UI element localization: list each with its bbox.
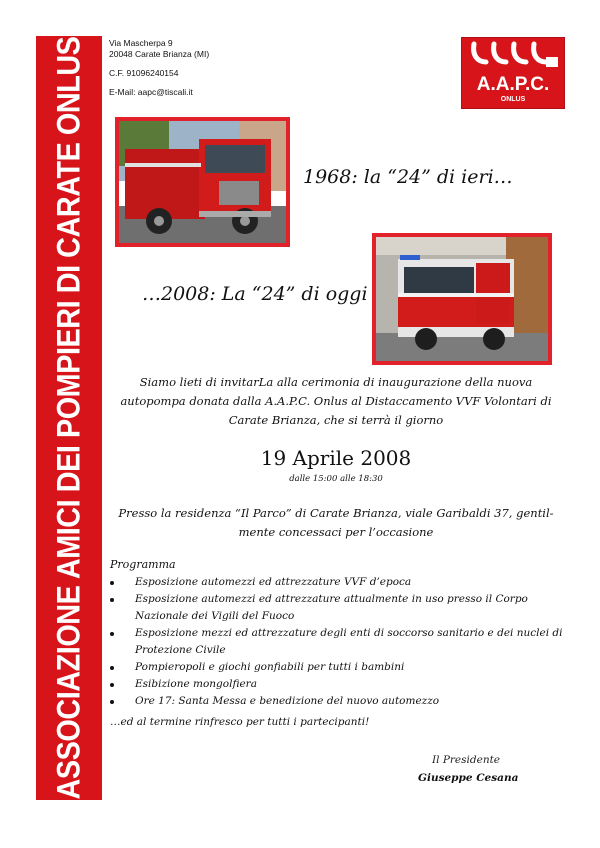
organization-name: ASSOCIAZIONE AMICI DEI POMPIERI DI CARATE ONLUS <box>50 36 87 800</box>
event-venue: Presso la residenza “Il Parco” di Carate Brianza, viale Garibaldi 37, gentil-mente concessaci per l’occasione <box>118 506 554 539</box>
signature-title: Il Presidente <box>432 754 501 766</box>
sidebar-banner <box>36 36 102 800</box>
program-list <box>110 574 565 710</box>
program-item: Ore 17: Santa Messa e benedizione del nuovo automezzo <box>110 693 565 710</box>
invitation-text: Siamo lieti di invitarLa alla cerimonia di inaugurazione della nuova autopompa donata dalla A.A.P.C. Onlus al Distaccamento VVF Volontari di Carate Brianza, che si terrà il giorno <box>120 375 552 427</box>
tax-code: C.F. 91096240154 <box>109 68 179 78</box>
photo-modern-fire-truck <box>372 233 552 365</box>
event-time: dalle 15:00 alle 18:30 <box>289 474 383 484</box>
program-title: Programma <box>110 558 176 571</box>
signature-name: Giuseppe Cesana <box>418 772 519 784</box>
program-item: Esibizione mongolfiera <box>110 676 565 693</box>
aapc-logo <box>461 37 565 109</box>
address-city: 20048 Carate Brianza (MI) <box>109 49 210 59</box>
program-closing: …ed al termine rinfresco per tutti i partecipanti! <box>110 716 370 728</box>
address-block <box>109 38 209 98</box>
event-date: 19 Aprile 2008 <box>260 446 412 470</box>
address-street: Via Mascherpa 9 <box>109 38 173 48</box>
headline-2008: …2008: La “24” di oggi <box>142 283 368 305</box>
logo-subtext: ONLUS <box>500 96 526 103</box>
program-item: Esposizione automezzi ed attrezzature attualmente in uso presso il Corpo Nazionale dei Vigili del Fuoco <box>110 591 565 625</box>
headline-1968: 1968: la “24” di ieri… <box>303 166 513 188</box>
program-item: Pompieropoli e giochi gonfiabili per tutti i bambini <box>110 659 565 676</box>
program-item: Esposizione automezzi ed attrezzature VVF d’epoca <box>110 574 565 591</box>
photo-vintage-fire-truck <box>115 117 290 247</box>
logo-text: A.A.P.C. <box>476 74 550 95</box>
email: E-Mail: aapc@tiscali.it <box>109 87 193 97</box>
program-item: Esposizione mezzi ed attrezzature degli enti di soccorso sanitario e dei nuclei di Protezione Civile <box>110 625 565 659</box>
